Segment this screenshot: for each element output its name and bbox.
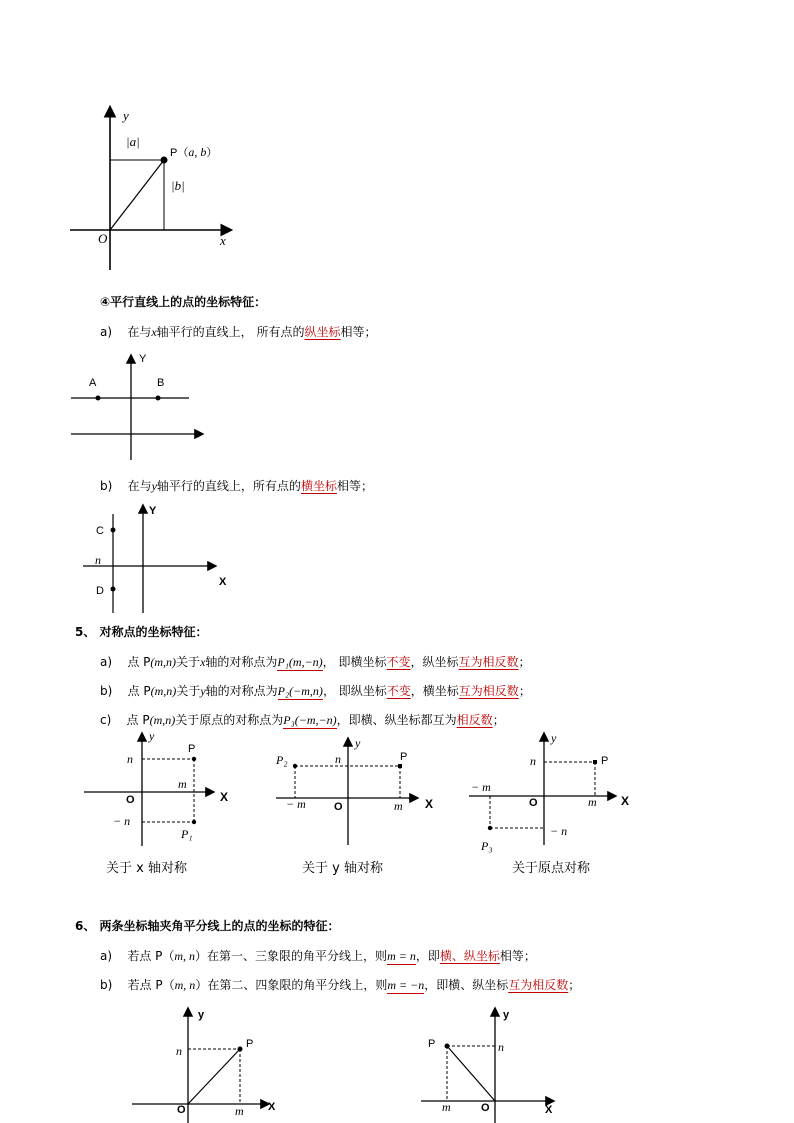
point-p2 bbox=[293, 764, 297, 768]
n-label: n bbox=[95, 553, 101, 567]
figure-parallel-x bbox=[65, 350, 215, 465]
caption-symmetric-x: 关于 x 轴对称 bbox=[106, 861, 187, 876]
figure-point-distance bbox=[60, 100, 260, 280]
figure-symmetric-origin bbox=[465, 730, 635, 855]
svg-text:n: n bbox=[127, 752, 133, 766]
x-label: x bbox=[220, 233, 226, 248]
p-label: P（a, b） bbox=[170, 145, 218, 159]
svg-text:− m: − m bbox=[471, 780, 491, 794]
section-5-item-c: c) 点 P(m,n)关于原点的对称点为P₃(−m,−n)，即横、纵坐标都互为相反数； bbox=[100, 713, 505, 727]
figure-symmetric-x bbox=[80, 728, 240, 848]
abs-a-label: |a| bbox=[126, 134, 140, 149]
section-4-item-b: b) 在与y轴平行的直线上，所有点的横坐标相等； bbox=[100, 479, 373, 493]
origin-label: O bbox=[98, 231, 108, 246]
svg-text:m: m bbox=[588, 795, 597, 809]
svg-text:O: O bbox=[529, 797, 538, 809]
svg-text:− m: − m bbox=[286, 797, 306, 811]
y-label: y bbox=[123, 108, 129, 123]
section-5-item-a: a) 点 P(m,n)关于x轴的对称点为P₁(m,−n)， 即横坐标不变，纵坐标互为相反数； bbox=[100, 655, 531, 669]
svg-text:P: P bbox=[246, 1038, 254, 1050]
b-label: B bbox=[157, 377, 165, 389]
d-label: D bbox=[96, 585, 104, 597]
svg-text:O: O bbox=[126, 794, 135, 806]
svg-text:X: X bbox=[425, 797, 434, 811]
figure-symmetric-y bbox=[272, 735, 442, 845]
section-4-title: ④平行直线上的点的坐标特征： bbox=[100, 295, 267, 309]
svg-text:O: O bbox=[177, 1104, 186, 1116]
caption-symmetric-y: 关于 y 轴对称 bbox=[302, 861, 383, 876]
point-p bbox=[445, 1044, 450, 1049]
svg-text:X: X bbox=[220, 790, 229, 804]
a-label: A bbox=[89, 377, 97, 389]
point-p bbox=[161, 157, 168, 164]
svg-text:n: n bbox=[498, 1040, 504, 1054]
point-p1 bbox=[192, 820, 196, 824]
svg-text:y: y bbox=[551, 731, 557, 745]
figure-bisector-1-3 bbox=[128, 1003, 288, 1123]
svg-text:P₃: P₃ bbox=[481, 839, 493, 853]
x-label: X bbox=[219, 576, 227, 588]
svg-text:P: P bbox=[188, 743, 196, 755]
svg-text:y: y bbox=[198, 1009, 205, 1021]
point-p3 bbox=[488, 826, 492, 830]
point-d bbox=[111, 587, 116, 592]
figure-parallel-y bbox=[75, 500, 240, 615]
section-6-item-a: a) 若点 P（m, n）在第一、三象限的角平分线上，则m = n，即横、纵坐标相等； bbox=[100, 949, 536, 963]
point-p bbox=[398, 764, 402, 768]
svg-text:X: X bbox=[268, 1101, 276, 1113]
svg-text:m: m bbox=[394, 799, 403, 813]
svg-text:X: X bbox=[621, 794, 630, 808]
svg-text:− n: − n bbox=[550, 824, 568, 838]
svg-text:m: m bbox=[178, 777, 187, 791]
caption-symmetric-origin: 关于原点对称 bbox=[512, 861, 591, 876]
svg-text:P: P bbox=[400, 751, 408, 763]
abs-b-label: |b| bbox=[171, 178, 185, 193]
svg-text:− n: − n bbox=[113, 814, 131, 828]
point-c bbox=[111, 528, 116, 533]
svg-text:O: O bbox=[481, 1102, 490, 1114]
point-p bbox=[192, 757, 196, 761]
y-label: Y bbox=[149, 505, 157, 517]
svg-text:m: m bbox=[442, 1100, 451, 1114]
c-label: C bbox=[96, 525, 104, 537]
svg-text:y: y bbox=[503, 1009, 510, 1021]
svg-text:P₁: P₁ bbox=[181, 827, 193, 841]
svg-text:y: y bbox=[149, 729, 155, 743]
point-p bbox=[238, 1047, 243, 1052]
point-b bbox=[156, 396, 161, 401]
point-p bbox=[593, 760, 597, 764]
svg-text:P: P bbox=[428, 1038, 436, 1050]
point-a bbox=[96, 396, 101, 401]
svg-text:n: n bbox=[530, 754, 536, 768]
section-5-item-b: b) 点 P(m,n)关于y轴的对称点为P₂(−m,n)， 即纵坐标不变，横坐标互为相反数； bbox=[100, 684, 531, 698]
svg-text:n: n bbox=[176, 1044, 182, 1058]
figure-bisector-2-4 bbox=[415, 1003, 575, 1123]
svg-text:P₂: P₂ bbox=[276, 753, 288, 767]
section-4-item-a: a) 在与x轴平行的直线上， 所有点的纵坐标相等； bbox=[100, 325, 377, 339]
svg-text:y: y bbox=[355, 736, 361, 750]
svg-text:n: n bbox=[335, 752, 341, 766]
svg-text:X: X bbox=[545, 1104, 553, 1116]
svg-text:O: O bbox=[334, 801, 343, 813]
section-6-item-b: b) 若点 P（m, n）在第二、四象限的角平分线上，则m = −n，即横、纵坐标互为相反数； bbox=[100, 978, 581, 992]
svg-text:P: P bbox=[601, 755, 609, 767]
y-label: Y bbox=[139, 353, 147, 365]
section-6-title: 6、 两条坐标轴夹角平分线上的点的坐标的特征： bbox=[75, 919, 340, 933]
svg-text:m: m bbox=[235, 1104, 244, 1118]
section-5-title: 5、 对称点的坐标特征： bbox=[75, 625, 208, 639]
